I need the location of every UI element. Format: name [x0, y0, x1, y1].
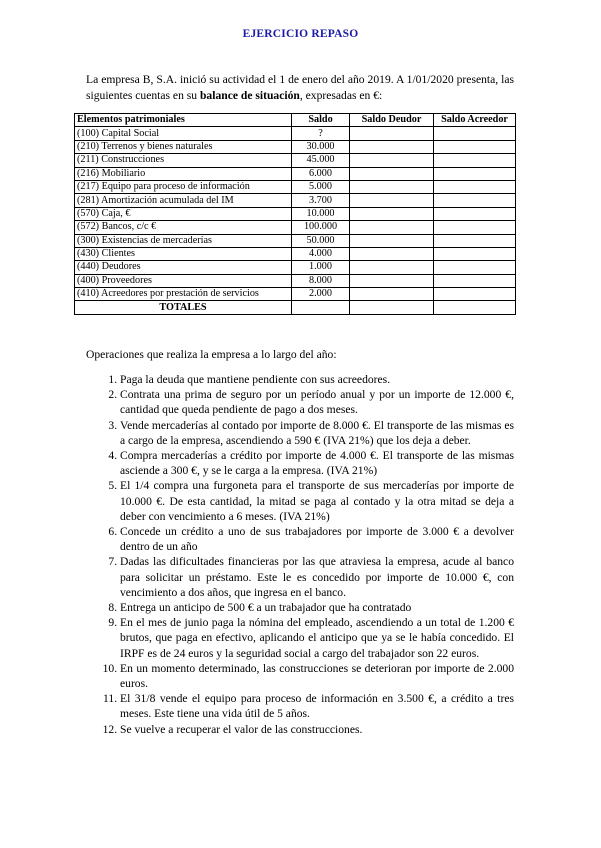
- operation-item: 1. Paga la deuda que mantiene pendiente con sus acreedores.: [120, 372, 514, 387]
- account-name-cell: (410) Acreedores por prestación de servicios: [75, 288, 292, 301]
- operation-item: 2. Contrata una prima de seguro por un período anual y por un importe de 12.000 €, cantidad que queda pendiente de pago a dos meses.: [120, 387, 514, 417]
- account-name-cell: (300) Existencias de mercaderías: [75, 234, 292, 247]
- intro-text-start: La empresa B, S.A. inició su actividad el 1 de enero del año 2019. A 1/01/2020 presenta, las siguientes cuentas en su: [86, 73, 514, 102]
- page-title: EJERCICIO REPASO: [242, 28, 359, 40]
- operation-item: 10. En un momento determinado, las construcciones se deterioran por importe de 2.000 euros.: [120, 661, 514, 691]
- saldo-acreedor-cell: [434, 247, 516, 260]
- saldo-cell: 6.000: [292, 167, 350, 180]
- operation-item: 4. Compra mercaderías a crédito por importe de 4.000 €. El transporte de las mismas asciende a 300 €, y se le carga a la empresa. (IVA 21%): [120, 448, 514, 478]
- saldo-acreedor-cell: [434, 274, 516, 287]
- table-row: [75, 274, 516, 287]
- saldo-acreedor-cell: [434, 167, 516, 180]
- operation-item: 5. El 1/4 compra una furgoneta para el transporte de sus mercaderías por importe de 10.000 €. De esta cantidad, la mitad se paga al contado y la otra mitad se deja a deber con vencimiento a 6 meses. (IVA 21%): [120, 478, 514, 524]
- table-row: [75, 180, 516, 193]
- saldo-deudor-cell: [350, 194, 434, 207]
- saldo-acreedor-cell: [434, 194, 516, 207]
- table-row: [75, 140, 516, 153]
- operation-item: 8. Entrega un anticipo de 500 € a un trabajador que ha contratado: [120, 600, 514, 615]
- saldo-cell: 1.000: [292, 261, 350, 274]
- intro-paragraph: [86, 72, 514, 104]
- saldo-acreedor-cell: [434, 180, 516, 193]
- table-row: [75, 194, 516, 207]
- saldo-acreedor-cell: [434, 154, 516, 167]
- saldo-cell: 10.000: [292, 207, 350, 220]
- table-header-row: [75, 114, 516, 127]
- totals-deudor-cell: [350, 301, 434, 314]
- saldo-deudor-cell: [350, 154, 434, 167]
- account-name-cell: (430) Clientes: [75, 247, 292, 260]
- account-name-cell: (440) Deudores: [75, 261, 292, 274]
- intro-text-end: , expresadas en €:: [299, 89, 383, 102]
- account-name-cell: (400) Proveedores: [75, 274, 292, 287]
- account-name-cell: (572) Bancos, c/c €: [75, 221, 292, 234]
- operation-item: 11. El 31/8 vende el equipo para proceso de información en 3.500 €, a crédito a tres meses. Este tiene una vida útil de 5 años.: [120, 691, 514, 721]
- totals-label: TOTALES: [75, 301, 292, 314]
- table-row: [75, 234, 516, 247]
- account-name-cell: (216) Mobiliario: [75, 167, 292, 180]
- saldo-deudor-cell: [350, 288, 434, 301]
- saldo-cell: 8.000: [292, 274, 350, 287]
- operation-item: 3. Vende mercaderías al contado por importe de 8.000 €. El transporte de las mismas es a cargo de la empresa, ascendiendo a 590 € (IVA 21%) que los deja a deber.: [120, 418, 514, 448]
- table-row: [75, 221, 516, 234]
- table-row: [75, 127, 516, 140]
- account-name-cell: (281) Amortización acumulada del IM: [75, 194, 292, 207]
- saldo-deudor-cell: [350, 274, 434, 287]
- saldo-deudor-cell: [350, 261, 434, 274]
- totals-row: [75, 301, 516, 314]
- saldo-acreedor-cell: [434, 261, 516, 274]
- table-row: [75, 207, 516, 220]
- operation-item: 7. Dadas las dificultades financieras por las que atraviesa la empresa, acude al banco para solicitar un préstamo. Este le es concedido por importe de 10.000 €, con vencimiento a dos años, que ingresa en el banco.: [120, 554, 514, 600]
- saldo-cell: 5.000: [292, 180, 350, 193]
- saldo-cell: 100.000: [292, 221, 350, 234]
- saldo-deudor-cell: [350, 167, 434, 180]
- table-row: [75, 288, 516, 301]
- saldo-cell: ?: [292, 127, 350, 140]
- account-name-cell: (211) Construcciones: [75, 154, 292, 167]
- account-name-cell: (210) Terrenos y bienes naturales: [75, 140, 292, 153]
- saldo-cell: 2.000: [292, 288, 350, 301]
- header-saldo: Saldo: [292, 114, 350, 127]
- header-saldo-acreedor: Saldo Acreedor: [434, 114, 516, 127]
- saldo-acreedor-cell: [434, 234, 516, 247]
- header-saldo-deudor: Saldo Deudor: [350, 114, 434, 127]
- account-name-cell: (217) Equipo para proceso de información: [75, 180, 292, 193]
- saldo-deudor-cell: [350, 140, 434, 153]
- operations-list: [86, 372, 514, 737]
- saldo-acreedor-cell: [434, 221, 516, 234]
- saldo-deudor-cell: [350, 207, 434, 220]
- saldo-acreedor-cell: [434, 207, 516, 220]
- account-name-cell: (100) Capital Social: [75, 127, 292, 140]
- intro-bold-term: balance de situación: [199, 89, 300, 102]
- totals-acreedor-cell: [434, 301, 516, 314]
- table-row: [75, 247, 516, 260]
- balance-table: [74, 113, 516, 315]
- operation-item: 6. Concede un crédito a uno de sus trabajadores por importe de 3.000 € a devolver dentro de un año: [120, 524, 514, 554]
- saldo-deudor-cell: [350, 221, 434, 234]
- saldo-cell: 30.000: [292, 140, 350, 153]
- saldo-deudor-cell: [350, 234, 434, 247]
- saldo-cell: 4.000: [292, 247, 350, 260]
- operation-item: 9. En el mes de junio paga la nómina del empleado, ascendiendo a un total de 1.200 € brutos, que paga en efectivo, aplicando el anticipo que ya se le había concedido. El IRPF es de 24 euros y la seguridad social a cargo del trabajador son 22 euros.: [120, 615, 514, 661]
- saldo-acreedor-cell: [434, 127, 516, 140]
- saldo-deudor-cell: [350, 127, 434, 140]
- saldo-acreedor-cell: [434, 140, 516, 153]
- header-elements: Elementos patrimoniales: [75, 114, 292, 127]
- operations-title: Operaciones que realiza la empresa a lo largo del año:: [86, 348, 337, 361]
- account-name-cell: (570) Caja, €: [75, 207, 292, 220]
- saldo-cell: 3.700: [292, 194, 350, 207]
- saldo-acreedor-cell: [434, 288, 516, 301]
- saldo-cell: 45.000: [292, 154, 350, 167]
- table-row: [75, 261, 516, 274]
- saldo-deudor-cell: [350, 180, 434, 193]
- operation-item: 12. Se vuelve a recuperar el valor de las construcciones.: [120, 722, 514, 737]
- table-row: [75, 167, 516, 180]
- table-row: [75, 154, 516, 167]
- balance-table-body: [75, 127, 516, 314]
- totals-saldo-cell: [292, 301, 350, 314]
- saldo-cell: 50.000: [292, 234, 350, 247]
- saldo-deudor-cell: [350, 247, 434, 260]
